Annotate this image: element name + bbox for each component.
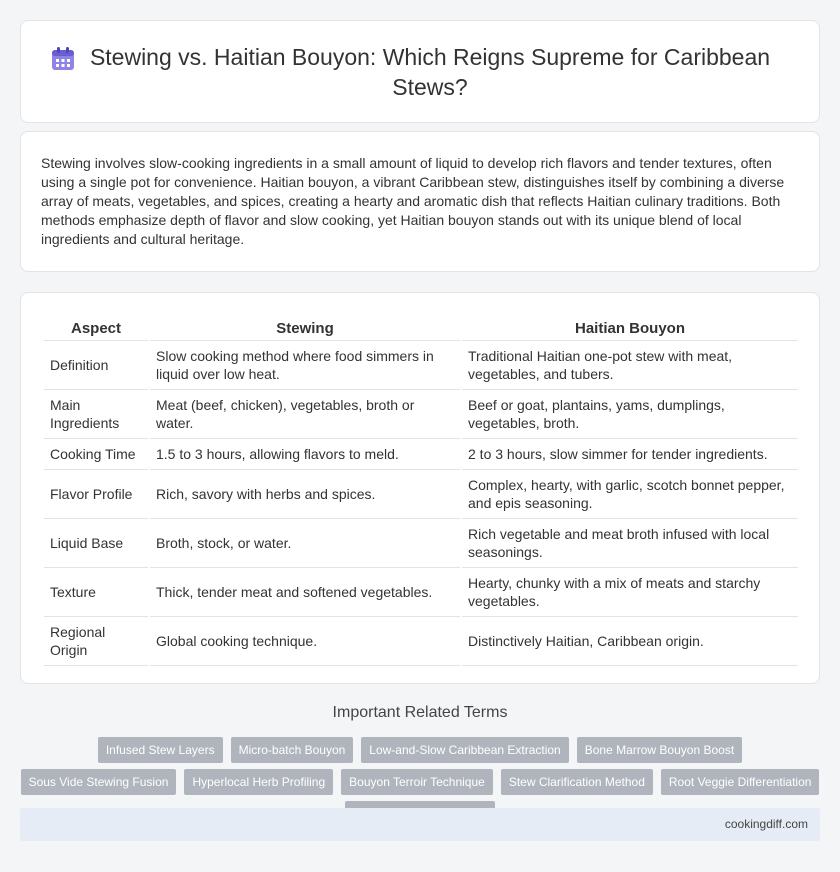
page-title: Stewing vs. Haitian Bouyon: Which Reigns Supreme for Caribbean Stews? xyxy=(89,43,771,100)
title-wrap xyxy=(21,21,819,122)
table-row xyxy=(44,470,798,519)
row-stewing: Thick, tender meat and softened vegetables. xyxy=(150,568,460,617)
table-header-row xyxy=(44,313,798,341)
row-aspect: Flavor Profile xyxy=(44,470,148,519)
row-bouyon: Complex, hearty, with garlic, scotch bonnet pepper, and epis seasoning. xyxy=(462,470,798,519)
row-aspect: Main Ingredients xyxy=(44,390,148,439)
header-aspect: Aspect xyxy=(44,313,148,341)
related-term-tag[interactable]: Bouyon Terroir Technique xyxy=(341,769,493,795)
row-bouyon: Rich vegetable and meat broth infused with local seasonings. xyxy=(462,519,798,568)
related-term-tag[interactable]: Stew Clarification Method xyxy=(501,769,653,795)
row-bouyon: Traditional Haitian one-pot stew with meat, vegetables, and tubers. xyxy=(462,341,798,390)
intro-paragraph: Stewing involves slow-cooking ingredients in a small amount of liquid to develop rich flavors and tender textures, often using a single pot for convenience. Haitian bouyon, a vibrant Caribbean stew, distinguishes itself by combining a diverse array of meats, vegetables, and spices, creating a hearty and aromatic dish that reflects Haitian culinary traditions. Both methods emphasize depth of flavor and slow cooking, yet Haitian bouyon stands out with its unique blend of local ingredients and cultural heritage. xyxy=(41,155,785,247)
table-row xyxy=(44,519,798,568)
row-bouyon: Hearty, chunky with a mix of meats and starchy vegetables. xyxy=(462,568,798,617)
footer-site-link[interactable]: cookingdiff.com xyxy=(724,817,808,831)
row-bouyon: Beef or goat, plantains, yams, dumplings, vegetables, broth. xyxy=(462,390,798,439)
comparison-table xyxy=(42,313,800,666)
related-term-tag[interactable]: Infused Stew Layers xyxy=(98,737,223,763)
row-stewing: Rich, savory with herbs and spices. xyxy=(150,470,460,519)
table-row xyxy=(44,568,798,617)
header-stewing: Stewing xyxy=(150,313,460,341)
related-term-tag[interactable]: Bone Marrow Bouyon Boost xyxy=(577,737,742,763)
row-aspect: Definition xyxy=(44,341,148,390)
row-stewing: 1.5 to 3 hours, allowing flavors to meld. xyxy=(150,439,460,470)
related-term-tag[interactable]: Hyperlocal Herb Profiling xyxy=(184,769,333,795)
related-terms-heading: Important Related Terms xyxy=(332,704,508,721)
table-row xyxy=(44,341,798,390)
table-row xyxy=(44,439,798,470)
row-aspect: Regional Origin xyxy=(44,617,148,666)
row-aspect: Texture xyxy=(44,568,148,617)
row-stewing: Broth, stock, or water. xyxy=(150,519,460,568)
table-row xyxy=(44,390,798,439)
row-aspect: Liquid Base xyxy=(44,519,148,568)
row-stewing: Meat (beef, chicken), vegetables, broth or water. xyxy=(150,390,460,439)
comparison-card xyxy=(20,292,820,684)
related-term-tag[interactable]: Sous Vide Stewing Fusion xyxy=(21,769,177,795)
header-haitian-bouyon: Haitian Bouyon xyxy=(462,313,798,341)
row-stewing: Slow cooking method where food simmers in liquid over low heat. xyxy=(150,341,460,390)
row-aspect: Cooking Time xyxy=(44,439,148,470)
related-term-tag[interactable]: Root Veggie Differentiation xyxy=(661,769,820,795)
row-bouyon: Distinctively Haitian, Caribbean origin. xyxy=(462,617,798,666)
footer xyxy=(20,808,820,841)
row-stewing: Global cooking technique. xyxy=(150,617,460,666)
related-term-tag[interactable]: Low-and-Slow Caribbean Extraction xyxy=(361,737,568,763)
related-term-tag[interactable]: Micro-batch Bouyon xyxy=(231,737,354,763)
intro-card xyxy=(20,131,820,272)
title-card xyxy=(20,20,820,123)
table-row xyxy=(44,617,798,666)
row-bouyon: 2 to 3 hours, slow simmer for tender ingredients. xyxy=(462,439,798,470)
